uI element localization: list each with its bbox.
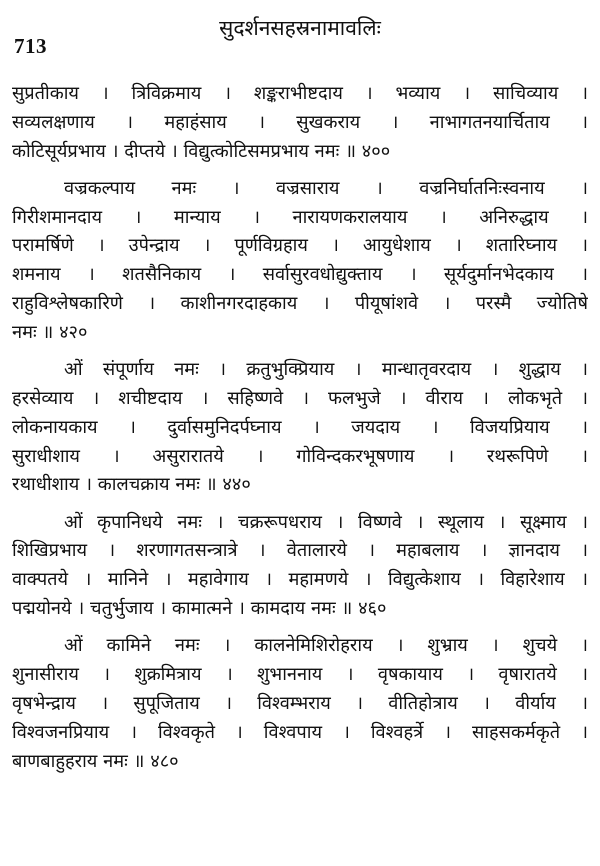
- text-line: वाक्पतये । मानिने । महावेगाय । महामणये । विद्युत्केशाय । विहारेशाय ।: [12, 569, 588, 591]
- text-line: पद्मयोनये । चतुर्भुजाय । कामात्मने । कामदाय नमः ॥ ४६०: [12, 598, 387, 620]
- text-line: ओं संपूर्णाय नमः । क्रतुभुक्प्रियाय । मान्धातृवरदाय । शुद्धाय ।: [64, 359, 588, 381]
- text-line: राहुविश्लेषकारिणे । काशीनगरदाहकाय । पीयूषांशवे । परस्मै ज्योतिषे: [12, 293, 588, 315]
- text-line: कोटिसूर्यप्रभाय । दीप्तये । विद्युत्कोटिसमप्रभाय नमः ॥ ४००: [12, 140, 391, 162]
- text-line: सुप्रतीकाय । त्रिविक्रमाय । शङ्कराभीष्टदाय । भव्याय । साचिव्याय ।: [12, 83, 588, 104]
- paragraph-3: [12, 356, 588, 500]
- paragraph-1: [12, 80, 588, 166]
- text-line: ओं कामिने नमः । कालनेमिशिरोहराय । शुभ्राय । शुचये ।: [64, 635, 588, 657]
- text-line: शमनाय । शतसैनिकाय । सर्वासुरवधोद्युक्ताय । सूर्यदुर्मानभेदकाय ।: [12, 264, 588, 286]
- text-line: रथाधीशाय । कालचक्राय नमः ॥ ४४०: [12, 474, 251, 496]
- text-line: शिखिप्रभाय । शरणागतसन्त्रात्रे । वेतालारये । महाबलाय । ज्ञानदाय ।: [12, 540, 588, 562]
- text-line: वृषभेन्द्राय । सुपूजिताय । विश्वम्भराय । वीतिहोत्राय । वीर्याय ।: [12, 692, 588, 714]
- text-line: विश्वजनप्रियाय । विश्वकृते । विश्वपाय । विश्वहर्त्रे । साहसकर्मकृते ।: [12, 721, 588, 743]
- text-line: नमः ॥ ४२०: [12, 321, 88, 343]
- text-line: शुनासीराय । शुक्रमित्राय । शुभाननाय । वृषकायाय । वृषारातये ।: [12, 664, 588, 686]
- text-line: वज्रकल्पाय नमः । वज्रसाराय । वज्रनिर्घातनिःस्वनाय ।: [64, 177, 588, 199]
- body-text: [12, 80, 588, 776]
- text-line: बाणबाहुहराय नमः ॥ ४८०: [12, 750, 179, 772]
- text-line: सुराधीशाय । असुरारातये । गोविन्दकरभूषणाय । रथरूपिणे ।: [12, 445, 588, 467]
- running-title: सुदर्शनसहस्रनामावलिः: [219, 16, 381, 40]
- page-header: [0, 10, 600, 58]
- text-line: सव्यलक्षणाय । महाहंसाय । सुखकराय । नाभागतनयार्चिताय ।: [12, 111, 588, 133]
- text-line: लोकनायकाय । दुर्वासमुनिदर्पघ्नाय । जयदाय । विजयप्रियाय ।: [12, 416, 588, 438]
- page-number: 713: [14, 34, 47, 58]
- text-line: परामर्षिणे । उपेन्द्राय । पूर्णविग्रहाय । आयुधेशाय । शतारिघ्नाय ।: [12, 235, 588, 257]
- text-line: ओं कृपानिधये नमः । चक्ररूपधराय । विष्णवे । स्थूलाय । सूक्ष्माय ।: [64, 511, 588, 533]
- paragraph-5: [12, 632, 588, 776]
- paragraph-4: [12, 509, 588, 624]
- paragraph-2: [12, 175, 588, 348]
- text-line: गिरीशमानदाय । मान्याय । नारायणकरालयाय । अनिरुद्धाय ।: [12, 206, 588, 228]
- text-line: हरसेव्याय । शचीष्टदाय । सहिष्णवे । फलभुजे । वीराय । लोकभृते ।: [12, 387, 588, 409]
